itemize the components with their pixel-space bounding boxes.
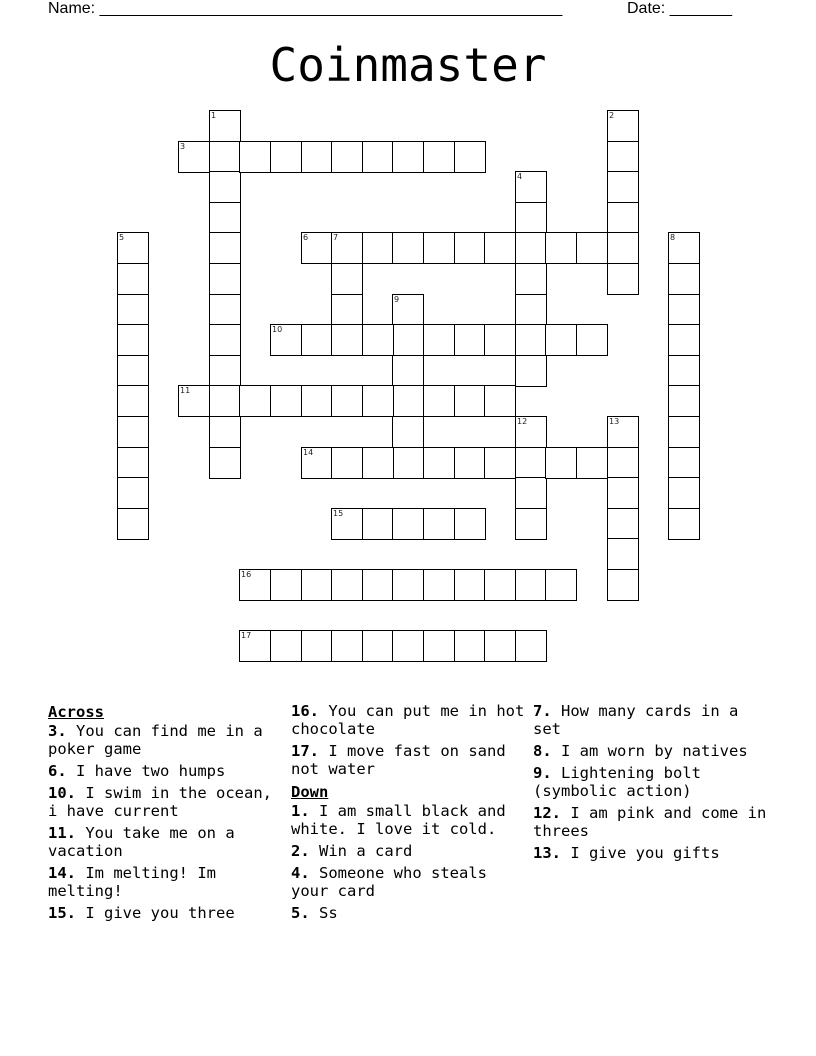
- grid-cell[interactable]: [545, 324, 577, 356]
- down-clue-2: 2. Win a card: [291, 842, 413, 860]
- grid-cell[interactable]: [423, 447, 455, 479]
- name-field[interactable]: Name: ____________________________________________________: [48, 0, 563, 17]
- across-heading: Across: [48, 703, 104, 721]
- grid-cell[interactable]: [239, 141, 271, 173]
- clue-number: 11: [180, 386, 191, 395]
- grid-cell[interactable]: [331, 630, 363, 662]
- grid-cell[interactable]: [454, 324, 486, 356]
- grid-cell[interactable]: [607, 110, 639, 142]
- grid-cell[interactable]: [423, 569, 455, 601]
- grid-cell[interactable]: [607, 171, 639, 203]
- grid-cell[interactable]: [515, 263, 547, 295]
- grid-cell[interactable]: [607, 202, 639, 234]
- clue-number: 6: [303, 233, 309, 242]
- grid-cell[interactable]: [270, 141, 302, 173]
- grid-cell[interactable]: [331, 232, 363, 264]
- date-field[interactable]: Date: _______: [627, 0, 732, 17]
- grid-cell[interactable]: [117, 385, 149, 417]
- grid-cell[interactable]: [668, 294, 700, 326]
- grid-cell[interactable]: [576, 232, 608, 264]
- grid-cell[interactable]: [362, 447, 394, 479]
- grid-cell[interactable]: [331, 324, 363, 356]
- clue-number: 15: [333, 509, 344, 518]
- clues-column-1: [48, 702, 288, 926]
- grid-cell[interactable]: [423, 630, 455, 662]
- grid-cell[interactable]: [331, 447, 363, 479]
- across-clue-17: 17. I move fast on sand not water: [291, 742, 506, 778]
- grid-cell[interactable]: [209, 232, 241, 264]
- grid-cell[interactable]: [668, 355, 700, 387]
- across-clue-15: 15. I give you three: [48, 904, 235, 922]
- grid-cell[interactable]: [392, 630, 424, 662]
- grid-cell[interactable]: [331, 569, 363, 601]
- grid-cell[interactable]: [209, 416, 241, 448]
- clue-number: 3: [180, 142, 186, 151]
- down-clue-5: 5. Ss: [291, 904, 338, 922]
- across-clue-6: 6. I have two humps: [48, 762, 226, 780]
- grid-cell[interactable]: [301, 385, 333, 417]
- grid-cell[interactable]: [392, 416, 424, 448]
- clue-number: 5: [119, 233, 125, 242]
- grid-cell[interactable]: [423, 324, 455, 356]
- grid-cell[interactable]: [484, 447, 516, 479]
- grid-cell[interactable]: [607, 569, 639, 601]
- grid-cell[interactable]: [484, 232, 516, 264]
- grid-cell[interactable]: [178, 385, 210, 417]
- grid-cell[interactable]: [454, 630, 486, 662]
- clues-column-2: [291, 702, 531, 926]
- grid-cell[interactable]: [545, 447, 577, 479]
- grid-cell[interactable]: [607, 477, 639, 509]
- grid-cell[interactable]: [392, 569, 424, 601]
- grid-cell[interactable]: [301, 630, 333, 662]
- grid-cell[interactable]: [209, 110, 241, 142]
- grid-cell[interactable]: [209, 141, 241, 173]
- grid-cell[interactable]: [362, 385, 394, 417]
- grid-cell[interactable]: [392, 141, 424, 173]
- grid-cell[interactable]: [668, 324, 700, 356]
- across-clue-11: 11. You take me on a vacation: [48, 824, 235, 860]
- clue-number: 17: [241, 631, 252, 640]
- grid-cell[interactable]: [607, 232, 639, 264]
- grid-cell[interactable]: [484, 569, 516, 601]
- grid-cell[interactable]: [117, 263, 149, 295]
- across-clue-3: 3. You can find me in a poker game: [48, 722, 263, 758]
- grid-cell[interactable]: [668, 232, 700, 264]
- grid-cell[interactable]: [270, 324, 302, 356]
- grid-cell[interactable]: [209, 355, 241, 387]
- grid-cell[interactable]: [515, 569, 547, 601]
- clue-number: 13: [609, 417, 620, 426]
- puzzle-title: Coinmaster: [269, 38, 547, 92]
- grid-cell[interactable]: [668, 416, 700, 448]
- across-clue-16: 16. You can put me in hot chocolate: [291, 702, 525, 738]
- clue-number: 4: [517, 172, 523, 181]
- grid-cell[interactable]: [515, 324, 547, 356]
- grid-cell[interactable]: [607, 416, 639, 448]
- grid-cell[interactable]: [668, 477, 700, 509]
- grid-cell[interactable]: [117, 324, 149, 356]
- grid-cell[interactable]: [545, 232, 577, 264]
- grid-cell[interactable]: [454, 141, 486, 173]
- grid-cell[interactable]: [392, 447, 424, 479]
- grid-cell[interactable]: [331, 508, 363, 540]
- down-clue-9: 9. Lightening bolt (symbolic action): [533, 764, 701, 800]
- down-clue-7: 7. How many cards in a set: [533, 702, 739, 738]
- down-clue-13: 13. I give you gifts: [533, 844, 720, 862]
- grid-cell[interactable]: [331, 385, 363, 417]
- grid-cell[interactable]: [301, 141, 333, 173]
- clues-column-3: [533, 702, 773, 866]
- grid-cell[interactable]: [484, 385, 516, 417]
- grid-cell[interactable]: [515, 171, 547, 203]
- grid-cell[interactable]: [209, 294, 241, 326]
- clue-number: 16: [241, 570, 252, 579]
- grid-cell[interactable]: [515, 202, 547, 234]
- grid-cell[interactable]: [270, 385, 302, 417]
- grid-cell[interactable]: [576, 324, 608, 356]
- grid-cell[interactable]: [209, 171, 241, 203]
- grid-cell[interactable]: [362, 232, 394, 264]
- clue-number: 2: [609, 111, 615, 120]
- clue-number: 10: [272, 325, 283, 334]
- grid-cell[interactable]: [301, 324, 333, 356]
- grid-cell[interactable]: [362, 569, 394, 601]
- grid-cell[interactable]: [576, 447, 608, 479]
- grid-cell[interactable]: [362, 508, 394, 540]
- grid-cell[interactable]: [362, 630, 394, 662]
- grid-cell[interactable]: [209, 202, 241, 234]
- grid-cell[interactable]: [454, 508, 486, 540]
- grid-cell[interactable]: [515, 447, 547, 479]
- grid-cell[interactable]: [454, 569, 486, 601]
- clue-number: 14: [303, 448, 314, 457]
- grid-cell[interactable]: [117, 508, 149, 540]
- down-heading: Down: [291, 783, 329, 801]
- down-clue-4: 4. Someone who steals your card: [291, 864, 487, 900]
- clue-number: 7: [333, 233, 339, 242]
- grid-cell[interactable]: [331, 141, 363, 173]
- grid-cell[interactable]: [515, 477, 547, 509]
- down-clue-8: 8. I am worn by natives: [533, 742, 748, 760]
- clue-number: 9: [394, 295, 400, 304]
- grid-cell[interactable]: [209, 324, 241, 356]
- grid-cell[interactable]: [668, 508, 700, 540]
- grid-cell[interactable]: [392, 385, 424, 417]
- grid-cell[interactable]: [545, 569, 577, 601]
- grid-cell[interactable]: [607, 538, 639, 570]
- grid-cell[interactable]: [362, 141, 394, 173]
- grid-cell[interactable]: [270, 630, 302, 662]
- grid-cell[interactable]: [117, 232, 149, 264]
- grid-cell[interactable]: [607, 141, 639, 173]
- grid-cell[interactable]: [392, 232, 424, 264]
- grid-cell[interactable]: [454, 232, 486, 264]
- grid-cell[interactable]: [392, 324, 424, 356]
- grid-cell[interactable]: [301, 232, 333, 264]
- grid-cell[interactable]: [423, 508, 455, 540]
- grid-cell[interactable]: [117, 477, 149, 509]
- grid-cell[interactable]: [239, 569, 271, 601]
- grid-cell[interactable]: [117, 294, 149, 326]
- grid-cell[interactable]: [178, 141, 210, 173]
- clue-number: 12: [517, 417, 528, 426]
- grid-cell[interactable]: [607, 508, 639, 540]
- grid-cell[interactable]: [117, 355, 149, 387]
- grid-cell[interactable]: [668, 263, 700, 295]
- grid-cell[interactable]: [209, 447, 241, 479]
- grid-cell[interactable]: [392, 508, 424, 540]
- grid-cell[interactable]: [484, 630, 516, 662]
- grid-cell[interactable]: [331, 294, 363, 326]
- down-clue-1: 1. I am small black and white. I love it cold.: [291, 802, 506, 838]
- grid-cell[interactable]: [117, 447, 149, 479]
- grid-cell[interactable]: [209, 263, 241, 295]
- across-clue-14: 14. Im melting! Im melting!: [48, 864, 216, 900]
- grid-cell[interactable]: [454, 447, 486, 479]
- grid-cell[interactable]: [392, 294, 424, 326]
- grid-cell[interactable]: [239, 630, 271, 662]
- grid-cell[interactable]: [301, 569, 333, 601]
- grid-cell[interactable]: [423, 141, 455, 173]
- clue-number: 1: [211, 111, 217, 120]
- grid-cell[interactable]: [515, 508, 547, 540]
- grid-cell[interactable]: [668, 385, 700, 417]
- grid-cell[interactable]: [301, 447, 333, 479]
- grid-cell[interactable]: [270, 569, 302, 601]
- grid-cell[interactable]: [607, 263, 639, 295]
- grid-cell[interactable]: [454, 385, 486, 417]
- grid-cell[interactable]: [209, 385, 241, 417]
- clue-number: 8: [670, 233, 676, 242]
- grid-cell[interactable]: [668, 447, 700, 479]
- grid-cell[interactable]: [484, 324, 516, 356]
- grid-cell[interactable]: [392, 355, 424, 387]
- grid-cell[interactable]: [607, 447, 639, 479]
- grid-cell[interactable]: [515, 416, 547, 448]
- grid-cell[interactable]: [239, 385, 271, 417]
- grid-cell[interactable]: [117, 416, 149, 448]
- grid-cell[interactable]: [362, 324, 394, 356]
- grid-cell[interactable]: [515, 294, 547, 326]
- grid-cell[interactable]: [423, 385, 455, 417]
- down-clue-12: 12. I am pink and come in threes: [533, 804, 767, 840]
- grid-cell[interactable]: [515, 355, 547, 387]
- across-clue-10: 10. I swim in the ocean, i have current: [48, 784, 272, 820]
- grid-cell[interactable]: [331, 263, 363, 295]
- grid-cell[interactable]: [515, 630, 547, 662]
- grid-cell[interactable]: [423, 232, 455, 264]
- grid-cell[interactable]: [515, 232, 547, 264]
